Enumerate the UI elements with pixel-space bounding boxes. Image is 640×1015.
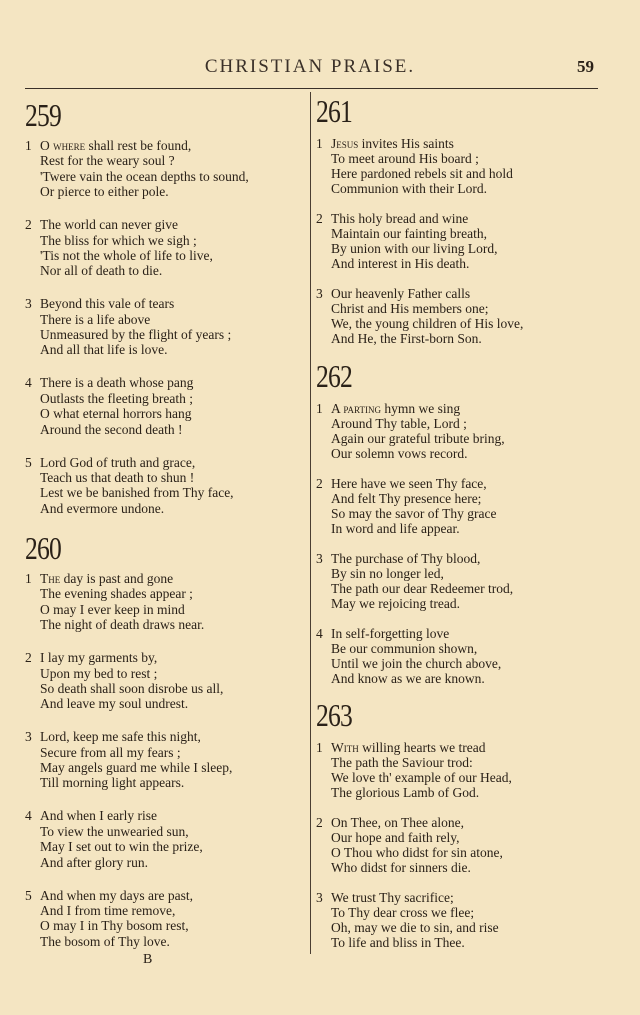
line-text: Lord, keep me safe this night, bbox=[40, 729, 201, 745]
stanza-line bbox=[331, 136, 523, 151]
stanza-line: And I from time remove, bbox=[40, 902, 176, 918]
line-text: day is past and gone bbox=[60, 571, 174, 586]
stanza-line: Upon my bed to rest ; bbox=[40, 665, 158, 681]
stanza-line bbox=[331, 815, 512, 830]
hymn bbox=[25, 531, 232, 967]
hymn bbox=[316, 698, 512, 965]
stanza bbox=[316, 211, 523, 271]
stanza-line bbox=[40, 729, 232, 744]
stanza-line bbox=[331, 401, 513, 416]
signature-mark: B bbox=[143, 952, 153, 967]
stanza-line bbox=[331, 211, 523, 226]
stanza-line: And felt Thy presence here; bbox=[331, 491, 482, 506]
hymn bbox=[25, 98, 249, 534]
hymn-number: 260 bbox=[25, 530, 61, 566]
stanza-number: 1 bbox=[25, 571, 32, 586]
stanza-number: 1 bbox=[316, 401, 323, 416]
stanza-number: 2 bbox=[25, 217, 32, 233]
line-text: There is a death whose pang bbox=[40, 375, 194, 391]
stanza-number: 5 bbox=[25, 887, 32, 903]
stanza-line: The night of death draws near. bbox=[40, 617, 205, 633]
stanza-line: Our solemn vows record. bbox=[331, 446, 468, 461]
stanza bbox=[316, 815, 512, 875]
stanza bbox=[316, 136, 523, 196]
stanza-number: 1 bbox=[25, 138, 32, 153]
line-text: This holy bread and wine bbox=[331, 211, 469, 226]
hymn-number: 259 bbox=[25, 97, 61, 133]
stanza-line: Unmeasured by the flight of years ; bbox=[40, 327, 232, 343]
stanza-line: In word and life appear. bbox=[331, 521, 460, 536]
stanza-number: 4 bbox=[25, 808, 32, 824]
stanza-number: 5 bbox=[25, 454, 32, 470]
stanza-line: There is a life above bbox=[40, 311, 151, 327]
stanza-line: We, the young children of His love, bbox=[331, 316, 524, 331]
stanza-line: Our hope and faith rely, bbox=[331, 830, 460, 845]
line-text: And when I early rise bbox=[40, 808, 157, 824]
stanza-number: 2 bbox=[316, 211, 323, 226]
stanza-line: The bosom of Thy love. bbox=[40, 933, 170, 949]
line-text: The world can never give bbox=[40, 217, 178, 233]
hymn bbox=[316, 94, 523, 361]
stanza-line bbox=[40, 217, 249, 232]
stanza-line: May angels guard me while I sleep, bbox=[40, 760, 233, 776]
line-text: I lay my garments by, bbox=[40, 650, 158, 666]
line-text: invites His saints bbox=[358, 136, 454, 151]
column-divider bbox=[310, 92, 311, 954]
stanza-line: And all that life is love. bbox=[40, 342, 168, 358]
line-text: On Thee, on Thee alone, bbox=[331, 815, 464, 830]
stanza bbox=[316, 401, 513, 461]
stanza-line bbox=[331, 740, 512, 755]
stanza bbox=[316, 286, 523, 346]
stanza-line: 'Twere vain the ocean depths to sound, bbox=[40, 168, 249, 184]
stanza-line: By sin no longer led, bbox=[331, 566, 444, 581]
stanza-line: 'Tis not the whole of life to live, bbox=[40, 247, 213, 263]
first-words: With bbox=[331, 740, 359, 755]
stanza-number: 3 bbox=[316, 890, 323, 905]
stanza-line bbox=[331, 476, 513, 491]
stanza-line: May I set out to win the prize, bbox=[40, 839, 203, 855]
hymn-number: 262 bbox=[316, 358, 352, 394]
stanza-line: Or pierce to either pole. bbox=[40, 184, 169, 200]
line-text: Here have we seen Thy face, bbox=[331, 476, 487, 491]
stanza-line: Christ and His members one; bbox=[331, 301, 489, 316]
stanza-line: O may I in Thy bosom rest, bbox=[40, 918, 189, 934]
stanza-line: The bliss for which we sigh ; bbox=[40, 232, 197, 248]
stanza bbox=[25, 888, 232, 950]
stanza bbox=[25, 296, 249, 358]
line-text: hymn we sing bbox=[381, 401, 461, 416]
stanza-line: Here pardoned rebels sit and hold bbox=[331, 166, 513, 181]
first-words: O where bbox=[40, 138, 86, 153]
stanza-number: 3 bbox=[25, 296, 32, 312]
hymn-number: 263 bbox=[316, 697, 352, 733]
stanza-line: O what eternal horrors hang bbox=[40, 406, 192, 422]
stanza-line: To life and bliss in Thee. bbox=[331, 935, 465, 950]
stanza-line: Until we join the church above, bbox=[331, 656, 502, 671]
stanza-line bbox=[40, 375, 249, 390]
hymn-stanzas bbox=[25, 571, 232, 949]
stanza bbox=[25, 650, 232, 712]
hymn-stanzas bbox=[316, 401, 513, 686]
stanza-number: 1 bbox=[316, 136, 323, 151]
stanza bbox=[316, 740, 512, 800]
stanza-line: Who didst for sinners die. bbox=[331, 860, 471, 875]
hymn-number: 261 bbox=[316, 93, 352, 129]
stanza-line: May we rejoicing tread. bbox=[331, 596, 460, 611]
stanza-line: We love th' example of our Head, bbox=[331, 770, 512, 785]
line-text: willing hearts we tread bbox=[358, 740, 486, 755]
stanza-line: And leave my soul undrest. bbox=[40, 696, 189, 712]
stanza-line bbox=[40, 296, 249, 311]
stanza-line: O Thou who didst for sin atone, bbox=[331, 845, 503, 860]
hymn-stanzas bbox=[316, 136, 523, 346]
stanza bbox=[25, 217, 249, 279]
line-text: Lord God of truth and grace, bbox=[40, 454, 196, 470]
stanza-line: And know as we are known. bbox=[331, 671, 485, 686]
stanza-number: 3 bbox=[316, 551, 323, 566]
stanza-line: To Thy dear cross we flee; bbox=[331, 905, 475, 920]
stanza-line bbox=[40, 888, 232, 903]
stanza-line: And He, the First-born Son. bbox=[331, 331, 482, 346]
first-words: The bbox=[40, 571, 61, 586]
stanza-line: So may the savor of Thy grace bbox=[331, 506, 497, 521]
stanza-line bbox=[40, 808, 232, 823]
stanza-number: 3 bbox=[25, 729, 32, 745]
stanza-line bbox=[331, 286, 523, 301]
stanza-number: 3 bbox=[316, 286, 323, 301]
stanza-line bbox=[40, 455, 249, 470]
stanza-line: O may I ever keep in mind bbox=[40, 601, 185, 617]
stanza bbox=[25, 455, 249, 517]
stanza bbox=[25, 375, 249, 437]
stanza-line: Secure from all my fears ; bbox=[40, 744, 181, 760]
stanza-line: Communion with their Lord. bbox=[331, 181, 487, 196]
running-head-title: CHRISTIAN PRAISE. bbox=[204, 56, 416, 77]
first-words: Jesus bbox=[331, 136, 359, 151]
line-text: The purchase of Thy blood, bbox=[331, 551, 481, 566]
stanza-line: Oh, may we die to sin, and rise bbox=[331, 920, 499, 935]
stanza-line: The evening shades appear ; bbox=[40, 586, 193, 602]
stanza-line: The path the Saviour trod: bbox=[331, 755, 473, 770]
stanza-number: 4 bbox=[25, 375, 32, 391]
stanza-line bbox=[40, 650, 232, 665]
stanza-line: Outlasts the fleeting breath ; bbox=[40, 390, 193, 406]
stanza-line bbox=[331, 551, 513, 566]
line-text: We trust Thy sacrifice; bbox=[331, 890, 454, 905]
first-words: A parting bbox=[331, 401, 382, 416]
stanza-line: And evermore undone. bbox=[40, 500, 165, 516]
stanza bbox=[25, 138, 249, 200]
stanza bbox=[25, 729, 232, 791]
stanza-line: To view the unwearied sun, bbox=[40, 823, 189, 839]
stanza-line bbox=[331, 626, 513, 641]
line-text: In self-forgetting love bbox=[331, 626, 450, 641]
line-text: Our heavenly Father calls bbox=[331, 286, 471, 301]
hymn-stanzas bbox=[316, 740, 512, 950]
hymn bbox=[316, 359, 513, 701]
stanza-number: 2 bbox=[316, 476, 323, 491]
header-rule bbox=[25, 88, 598, 89]
stanza bbox=[316, 626, 513, 686]
stanza-line bbox=[40, 138, 249, 153]
stanza-line: By union with our living Lord, bbox=[331, 241, 498, 256]
line-text: Beyond this vale of tears bbox=[40, 296, 175, 312]
stanza-line: To meet around His board ; bbox=[331, 151, 479, 166]
hymn-stanzas bbox=[25, 138, 249, 516]
stanza-line: Be our communion shown, bbox=[331, 641, 478, 656]
stanza-line: Nor all of death to die. bbox=[40, 263, 163, 279]
stanza-line: Rest for the weary soul ? bbox=[40, 153, 175, 169]
stanza-line: And interest in His death. bbox=[331, 256, 470, 271]
stanza-line: And after glory run. bbox=[40, 854, 148, 870]
stanza-line: Maintain our fainting breath, bbox=[331, 226, 487, 241]
page-number: 59 bbox=[577, 57, 594, 76]
stanza-line: Teach us that death to shun ! bbox=[40, 469, 195, 485]
line-text: shall rest be found, bbox=[85, 138, 192, 153]
stanza-line: The glorious Lamb of God. bbox=[331, 785, 480, 800]
stanza-number: 4 bbox=[316, 626, 323, 641]
stanza bbox=[316, 890, 512, 950]
stanza-number: 2 bbox=[316, 815, 323, 830]
stanza-number: 1 bbox=[316, 740, 323, 755]
stanza-line: So death shall soon disrobe us all, bbox=[40, 680, 224, 696]
stanza bbox=[25, 571, 232, 633]
stanza-line: Again our grateful tribute bring, bbox=[331, 431, 505, 446]
line-text: And when my days are past, bbox=[40, 887, 193, 903]
stanza-line: Lest we be banished from Thy face, bbox=[40, 485, 234, 501]
stanza-line: Till morning light appears. bbox=[40, 775, 185, 791]
stanza-line: Around the second death ! bbox=[40, 421, 183, 437]
stanza-line: The path our dear Redeemer trod, bbox=[331, 581, 514, 596]
stanza-line bbox=[331, 890, 512, 905]
stanza bbox=[316, 476, 513, 536]
stanza bbox=[316, 551, 513, 611]
stanza-number: 2 bbox=[25, 650, 32, 666]
stanza-line: Around Thy table, Lord ; bbox=[331, 416, 467, 431]
stanza bbox=[25, 808, 232, 870]
stanza-line bbox=[40, 571, 232, 586]
